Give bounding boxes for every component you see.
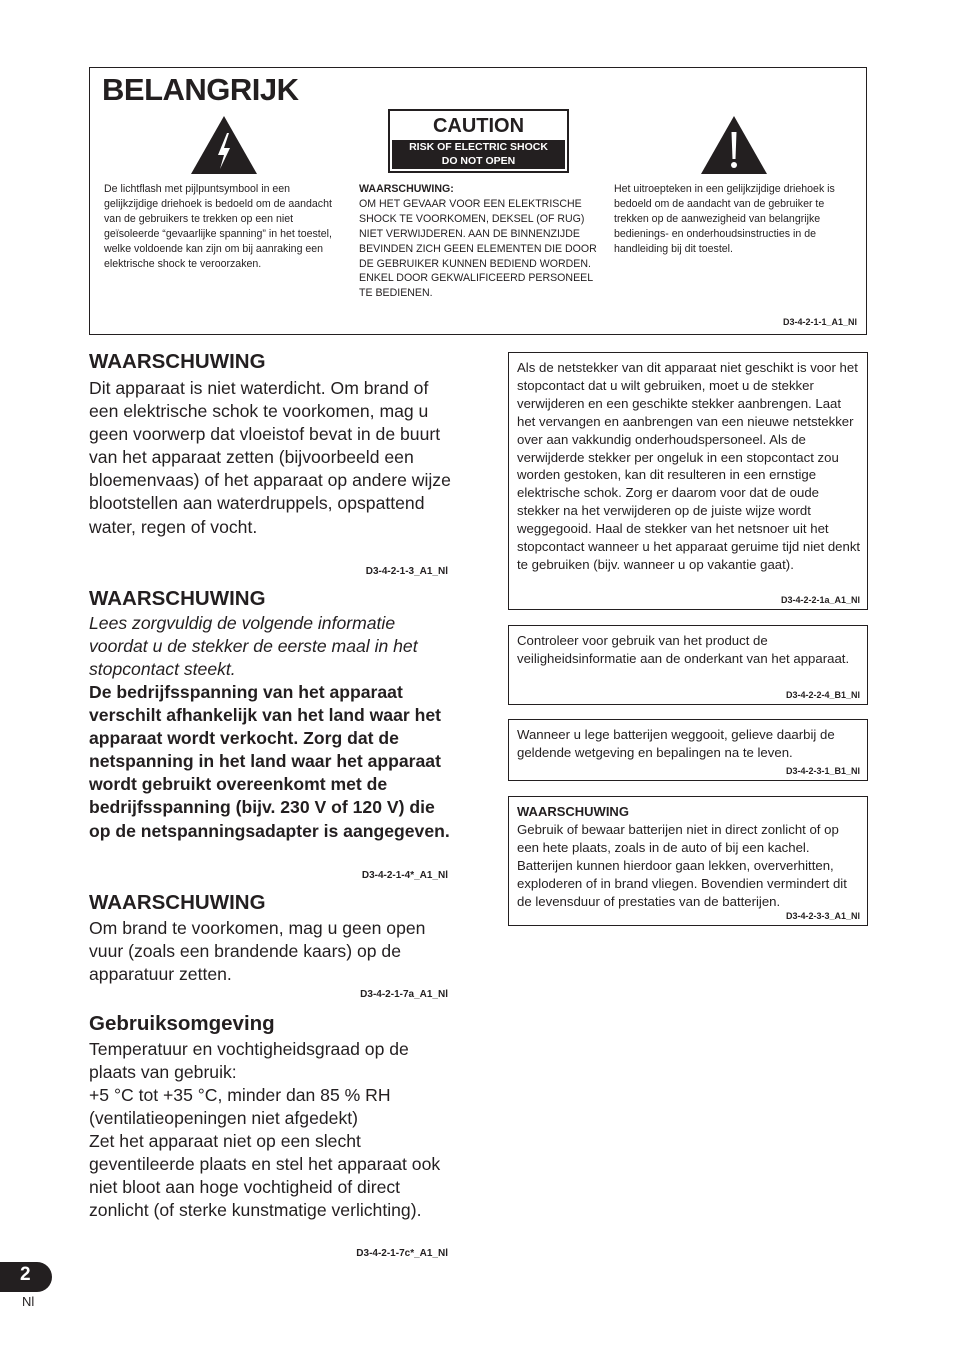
exclamation-warning-icon	[700, 115, 768, 175]
battery-warning-box	[508, 796, 868, 926]
section-text-italic: Lees zorgvuldig de volgende informatie voordat u de stekker de eerste maal in het stopcontact steekt.	[89, 613, 418, 680]
document-code: D3-4-2-1-3_A1_Nl	[365, 566, 448, 577]
box-text: Controleer voor gebruik van het product de veiligheidsinformatie aan de onderkant van het apparaat.	[517, 633, 850, 666]
caution-explanation-text: OM HET GEVAAR VOOR EEN ELEKTRISCHE SHOCK TE VOORKOMEN, DEKSEL (OF RUG) NIET VERWIJDEREN. AAN DE BINNENZIJDE BEVINDEN ZICH GEEN ELEMENTEN DIE DOOR DE GEBRUIKER KUNNEN BEDIEND WORDEN. ENKEL DOOR GEKWALIFICEERD PERSONEEL TE BEDIENEN.	[359, 197, 597, 300]
box-heading: WAARSCHUWING	[517, 804, 629, 819]
page-number-tab	[0, 1262, 52, 1292]
caution-explanation-heading: WAARSCHUWING:	[359, 183, 454, 195]
exclamation-explanation: Het uitroepteken in een gelijkzijdige driehoek is bedoeld om de aandacht van de gebruiker te trekken op de aanwezigheid van belangrijke bedienings- en onderhoudsinstructies in de handleiding bij dit toestel.	[614, 183, 835, 255]
document-code: D3-4-2-1-1_A1_Nl	[782, 317, 857, 327]
section-text-bold: De bedrijfsspanning van het apparaat verschilt afhankelijk van het land waar het apparaat wordt verkocht. Zorg dat de netspanning in het land waar het apparaat wordt gebruikt overeenkomt met de bedrijfsspanning (bijv. 230 V of 120 V) die op de netspanningsadapter is aangegeven.	[89, 682, 450, 841]
lightning-warning-icon	[190, 115, 258, 175]
plug-warning-box	[508, 352, 868, 610]
document-code: D3-4-2-1-4*_A1_Nl	[361, 870, 448, 881]
caution-label	[388, 109, 569, 173]
caution-title: CAUTION	[432, 115, 525, 137]
box-text	[517, 803, 863, 910]
section-text: Dit apparaat is niet waterdicht. Om brand of een elektrische schok te voorkomen, mag u geen voorwerp dat vloeistof bevat in de buurt van het apparaat zetten (bijvoorbeeld een bloemenvaas) of het apparaat op andere wijze blootstellen aan waterdruppels, opspattend water, regen of vocht.	[89, 378, 451, 537]
document-code: D3-4-2-3-3_A1_Nl	[785, 911, 860, 921]
section-heading: WAARSCHUWING	[89, 891, 266, 914]
box-text: Als de netstekker van dit apparaat niet geschikt is voor het stopcontact dat u wilt gebruiken, moet u de stekker verwijderen en een geschikte stekker aanbrengen. Laat het vervangen en aanbrengen van een nieuwe netstekker over aan vakkundig onderhoudspersoneel. Als de verwijderde stekker per ongeluk in een stopcontact zou worden gestoken, kan dit resulteren in een ernstige elektrische schok. Zorg er daarom voor dat de oude stekker na het verwijderen op de juiste wijze wordt weggegooid. Haal de stekker van het netsnoer uit het stopcontact wanneer u het apparaat geruime tijd niet denkt te gebruiken (bijv. wanneer u op vakantie gaat).	[517, 360, 861, 572]
section-heading: WAARSCHUWING	[89, 587, 266, 610]
battery-disposal-box	[508, 719, 868, 781]
safety-info-box	[508, 625, 868, 705]
caution-line-1: RISK OF ELECTRIC SHOCK	[409, 141, 548, 153]
document-code: D3-4-2-2-4_B1_Nl	[785, 690, 860, 700]
document-code: D3-4-2-3-1_B1_Nl	[785, 766, 860, 776]
box-body: Gebruik of bewaar batterijen niet in direct zonlicht of op een hete plaats, zoals in de auto of bij een kachel. Batterijen kunnen hierdoor gaan lekken, oververhitten, exploderen of in brand vliegen. Bovendien vermindert dit de levensduur of prestaties van de batterijen.	[517, 821, 847, 909]
section-text: +5 °C tot +35 °C, minder dan 85 % RH (ventilatieopeningen niet afgedekt)	[89, 1085, 391, 1129]
caution-band	[392, 140, 565, 169]
caution-line-2: DO NOT OPEN	[441, 154, 516, 167]
caution-explanation	[359, 182, 602, 301]
document-code: D3-4-2-2-1a_A1_Nl	[780, 595, 860, 605]
page-title: BELANGRIJK	[102, 72, 299, 107]
section-heading: WAARSCHUWING	[89, 350, 266, 373]
document-code: D3-4-2-1-7c*_A1_Nl	[356, 1248, 448, 1259]
lightning-explanation: De lichtflash met pijlpuntsymbool in een gelijkzijdige driehoek is bedoeld om de aandacht van de gebruikers te trekken op een niet geïsoleerde “gevaarlijke spanning” in het toestel, welke voldoende kan zijn om bij aanraking een elektrische shock te veroorzaken.	[104, 183, 332, 270]
section-text: Zet het apparaat niet op een slecht geventileerde plaats en stel het apparaat ook niet bloot aan hoge vochtigheid of direct zonlicht (of sterke kunstmatige verlichting).	[89, 1131, 441, 1221]
section-heading: Gebruiksomgeving	[89, 1012, 275, 1035]
page-number: 2	[20, 1264, 31, 1285]
section-text: Om brand te voorkomen, mag u geen open vuur (zoals een brandende kaars) op de apparatuur zetten.	[89, 918, 426, 985]
document-code: D3-4-2-1-7a_A1_Nl	[360, 989, 448, 1000]
language-code: Nl	[22, 1294, 35, 1309]
box-text: Wanneer u lege batterijen weggooit, gelieve daarbij de geldende wetgeving en bepalingen na te leven.	[517, 727, 835, 760]
section-text: Temperatuur en vochtigheidsgraad op de plaats van gebruik:	[89, 1039, 409, 1083]
